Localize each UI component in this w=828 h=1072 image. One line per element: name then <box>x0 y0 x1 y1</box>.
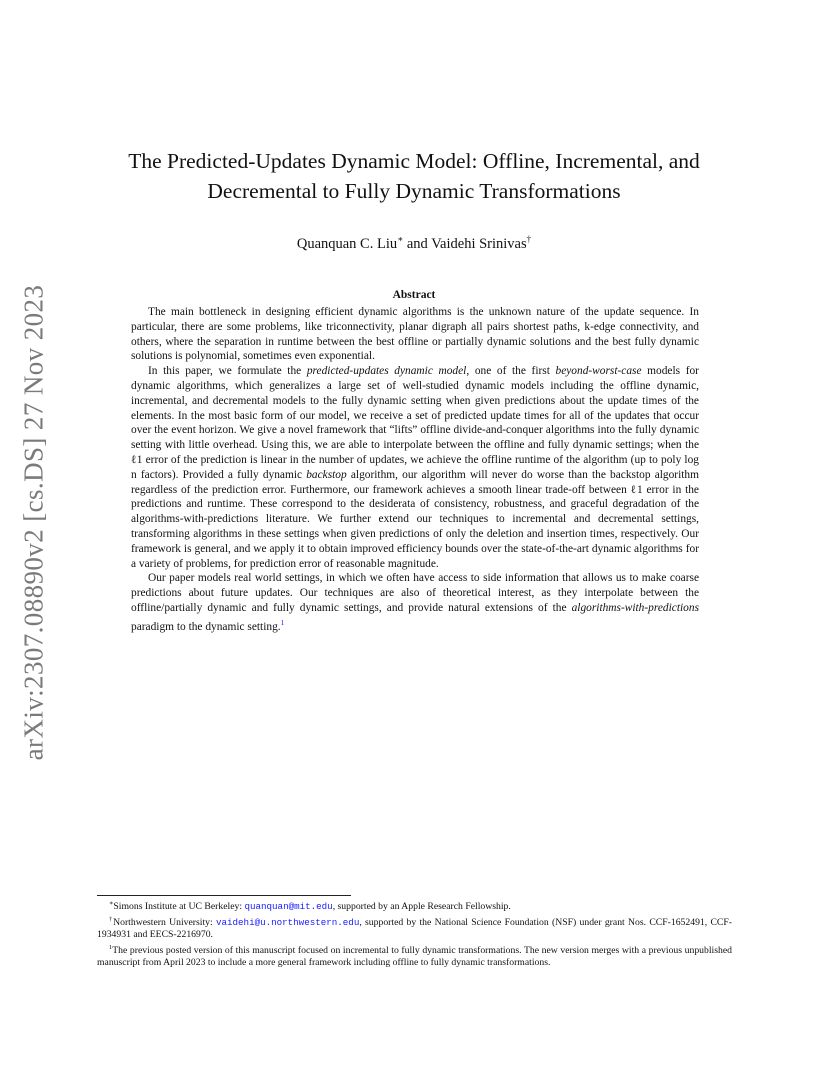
emphasis-text: backstop <box>306 468 347 481</box>
footnote-marker[interactable]: † <box>526 234 532 244</box>
footnote-text: , supported by the National Science Foundation (NSF) under grant Nos. CCF-1652491, CCF-1934931 and EECS-2216970. <box>97 916 733 941</box>
emphasis-text: predicted-updates dynamic model <box>306 365 467 378</box>
abstract-text: models for dynamic algorithms, which generalizes a large set of well-studied dynamic models including the offline dynamic, incremental, and decremental models to the fully dynamic setting when given predictions about the update times of the elements. In the most basic form of our model, we receive a set of predicted update times for all of the updates that occur over the event horizon. We give a novel framework that “lifts” offline divide-and-conquer algorithms into the fully dynamic setting with little overhead. Using this, we are able to interpolate between the offline and fully dynamic settings; when the ℓ1 error of the prediction is linear in the number of updates, we achieve the offline runtime of the algorithm (up to poly log n factors). Provided a fully dynamic <box>131 365 699 481</box>
footnote <box>97 942 732 970</box>
footnote <box>97 914 732 942</box>
footnotes <box>97 898 732 970</box>
paper-title: The Predicted-Updates Dynamic Model: Offline, Incremental, and Decremental to Fully Dynamic Transformations <box>128 149 700 203</box>
abstract-paragraph <box>131 364 699 571</box>
footnote-marker: ∗ <box>109 900 114 907</box>
footnote-marker: 1 <box>109 943 113 951</box>
abstract-paragraph <box>131 571 699 634</box>
author-conjunction: and <box>403 235 432 252</box>
footnote-marker: † <box>109 915 114 923</box>
author-name: Vaidehi Srinivas <box>431 235 527 252</box>
email-link[interactable]: quanquan@mit.edu <box>244 901 333 913</box>
footnote-marker[interactable]: ∗ <box>397 234 404 244</box>
arxiv-stamp-text: arXiv:2307.08890v2 [cs.DS] 27 Nov 2023 <box>18 284 49 761</box>
abstract-text: paradigm to the dynamic setting. <box>131 620 281 633</box>
abstract-body <box>131 305 699 634</box>
footnote-text: Simons Institute at UC Berkeley: <box>113 901 245 913</box>
abstract-paragraph <box>131 305 699 364</box>
footnote-divider <box>97 895 351 896</box>
abstract-text: , one of the first <box>466 365 556 378</box>
arxiv-identifier-stamp <box>14 285 54 760</box>
abstract-text: algorithm, our algorithm will never do worse than the backstop algorithm regardless of the prediction error. Furthermore, our framework achieves a smooth linear trade-off between ℓ1 error in the predictions and runtime. These correspond to the desiderata of consistency, robustness, and graceful degradation of the algorithms-with-predictions literature. We further extend our techniques to incremental and decremental settings, transforming algorithms in these settings when given predictions of only the deletion and insertion times, respectively. Our framework is general, and we apply it to obtain improved efficiency bounds over the state-of-the-art dynamic algorithms for a variety of problems, for prediction error of reasonable magnitude. <box>131 468 699 570</box>
abstract-text: The main bottleneck in designing efficient dynamic algorithms is the unknown nature of the update sequence. In particular, there are some problems, like triconnectivity, planar digraph all pairs shortest paths, k-edge connectivity, and others, where the separation in runtime between the best offline or partially dynamic solutions and the best fully dynamic solutions is polynomial, sometimes even exponential. <box>131 306 699 363</box>
author-line <box>120 230 708 253</box>
footnote <box>97 898 732 914</box>
abstract-text: In this paper, we formulate the <box>148 365 307 378</box>
footnote-text: The previous posted version of this manuscript focused on incremental to fully dynamic transformations. The new version merges with a previous unpublished manuscript from April 2023 to include a more general framework including offline to fully dynamic transformations. <box>97 944 732 969</box>
author-name: Quanquan C. Liu <box>296 235 398 252</box>
footnote-link[interactable]: 1 <box>280 617 285 627</box>
abstract-heading: Abstract <box>392 289 436 301</box>
footnote-text: Northwestern University: <box>113 916 216 928</box>
emphasis-text: algorithms-with-predictions <box>571 601 699 614</box>
abstract-text: Our paper models real world settings, in which we often have access to side information that allows us to make coarse predictions about future updates. Our techniques are also of theoretical interest, as they interpolate between the offline/partially dynamic and fully dynamic settings, and provide natural extensions of the <box>131 572 699 614</box>
emphasis-text: beyond-worst-case <box>555 365 642 378</box>
email-link[interactable]: vaidehi@u.northwestern.edu <box>215 916 360 928</box>
footnote-text: , supported by an Apple Research Fellowship. <box>332 901 511 913</box>
